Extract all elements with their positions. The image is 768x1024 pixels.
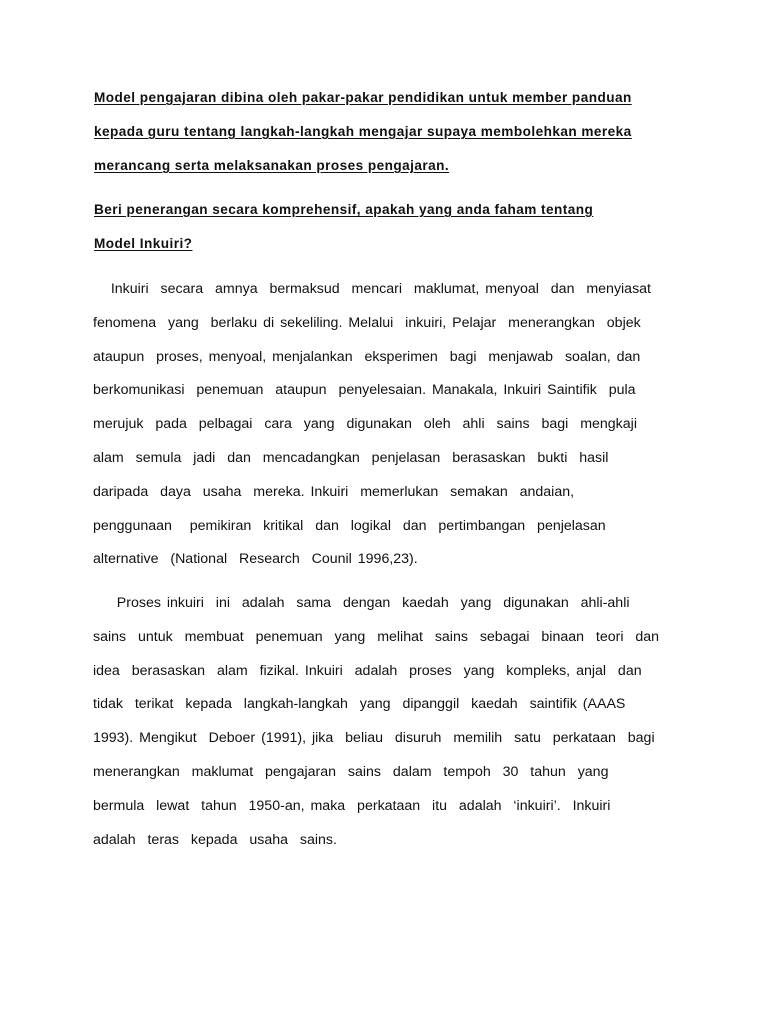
paragraph-line: idea berasaskan alam fizikal. Inkuiri adalah proses yang kompleks, anjal dan <box>93 662 642 679</box>
paragraph-inkuiri-definition <box>93 279 673 583</box>
paragraph-line: alternative (National Research Counil 1996,23). <box>93 551 418 568</box>
heading-line: Beri penerangan secara komprehensif, apakah yang anda faham tentang <box>94 202 594 217</box>
paragraph-line: menerangkan maklumat pengajaran sains dalam tempoh 30 tahun yang <box>93 763 609 780</box>
paragraph-line: bermula lewat tahun 1950-an, maka perkataan itu adalah ‘inkuiri’. Inkuiri <box>93 797 611 814</box>
heading-line: Model Inkuiri? <box>94 236 193 251</box>
paragraph-line: merujuk pada pelbagai cara yang digunakan oleh ahli sains bagi mengkaji <box>93 416 637 433</box>
paragraph-line: ataupun proses, menyoal, menjalankan eksperimen bagi menjawab soalan, dan <box>93 348 641 365</box>
paragraph-line: Proses inkuiri ini adalah sama dengan kaedah yang digunakan ahli-ahli <box>93 595 630 611</box>
heading-line: kepada guru tentang langkah-langkah mengajar supaya membolehkan mereka <box>94 124 632 139</box>
paragraph-line: tidak terikat kepada langkah-langkah yang dipanggil kaedah saintifik (AAAS <box>93 696 626 713</box>
paragraph-line: 1993). Mengikut Deboer (1991), jika beliau disuruh memilih satu perkataan bagi <box>93 730 655 747</box>
heading-line: Model pengajaran dibina oleh pakar-pakar pendidikan untuk member panduan <box>94 90 632 105</box>
paragraph-line: daripada daya usaha mereka. Inkuiri memerlukan semakan andaian, <box>93 483 575 500</box>
paragraph-line: adalah teras kepada usaha sains. <box>93 831 337 848</box>
paragraph-line: penggunaan pemikiran kritikal dan logikal dan pertimbangan penjelasan <box>93 517 606 534</box>
paragraph-line: Inkuiri secara amnya bermaksud mencari maklumat, menyoal dan menyiasat <box>93 281 652 297</box>
question-heading <box>94 88 694 190</box>
question-subheading <box>94 200 694 268</box>
paragraph-line: sains untuk membuat penemuan yang melihat sains sebagai binaan teori dan <box>93 628 660 645</box>
paragraph-line: berkomunikasi penemuan ataupun penyelesaian. Manakala, Inkuiri Saintifik pula <box>93 382 636 399</box>
paragraph-line: fenomena yang berlaku di sekeliling. Melalui inkuiri, Pelajar menerangkan objek <box>93 314 641 331</box>
paragraph-inkuiri-process <box>93 593 673 863</box>
paragraph-line: alam semula jadi dan mencadangkan penjelasan berasaskan bukti hasil <box>93 449 609 466</box>
heading-line: merancang serta melaksanakan proses pengajaran. <box>94 158 450 173</box>
